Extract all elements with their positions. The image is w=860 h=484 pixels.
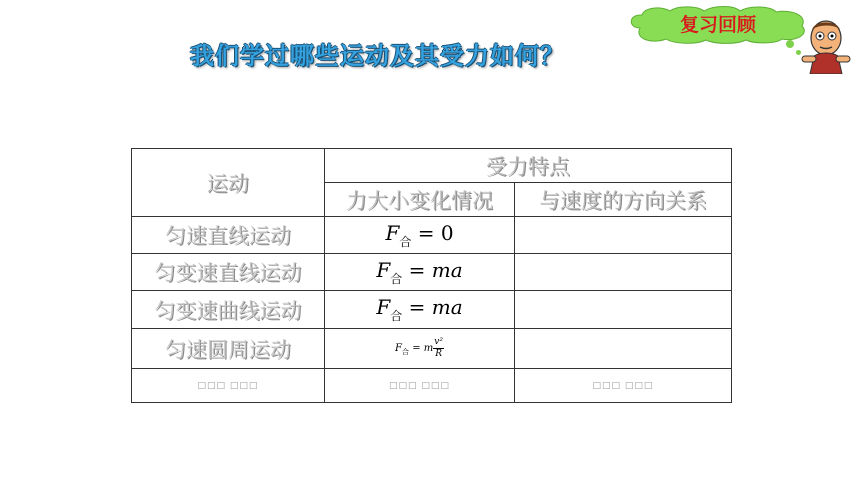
net-force-formula: $F_合 = 0$: [325, 217, 515, 254]
fraction: $\frac{\text{v²}}{R}$: [434, 337, 443, 359]
header-force-characteristics: 受力特点: [325, 149, 732, 183]
thought-bubble-dot: [786, 40, 794, 48]
motion-label: 匀速直线运动: [132, 217, 325, 254]
direction-cell: [515, 254, 732, 291]
table-row: [132, 329, 732, 369]
table-row: [132, 217, 732, 254]
motion-label: 匀变速曲线运动: [132, 291, 325, 329]
table-row: [132, 254, 732, 291]
direction-cell: [515, 217, 732, 254]
placeholder-cell: □□□ □□□: [515, 369, 732, 403]
motion-label: 匀变速直线运动: [132, 254, 325, 291]
placeholder-cell: □□□ □□□: [325, 369, 515, 403]
motion-label: 匀速圆周运动: [132, 329, 325, 369]
net-force-formula: $F_合$ = ma: [325, 291, 515, 329]
review-badge-label: 复习回顾: [679, 14, 756, 36]
net-force-formula: $F_合$ = ma: [325, 254, 515, 291]
page-title: 我们学过哪些运动及其受力如何？: [190, 42, 565, 70]
table-row: [132, 369, 732, 403]
header-direction-relation: 与速度的方向关系: [515, 183, 732, 217]
direction-cell: [515, 329, 732, 369]
net-force-formula: $F_合 = m$ $\frac{\text{v²}}{R}$: [325, 329, 515, 369]
header-force-magnitude: 力大小变化情况: [325, 183, 515, 217]
direction-cell: [515, 291, 732, 329]
motion-force-table: [131, 148, 732, 403]
placeholder-cell: □□□ □□□: [132, 369, 325, 403]
thinking-person-icon: [796, 18, 856, 74]
header-motion: 运动: [132, 149, 325, 217]
table-row: [132, 291, 732, 329]
